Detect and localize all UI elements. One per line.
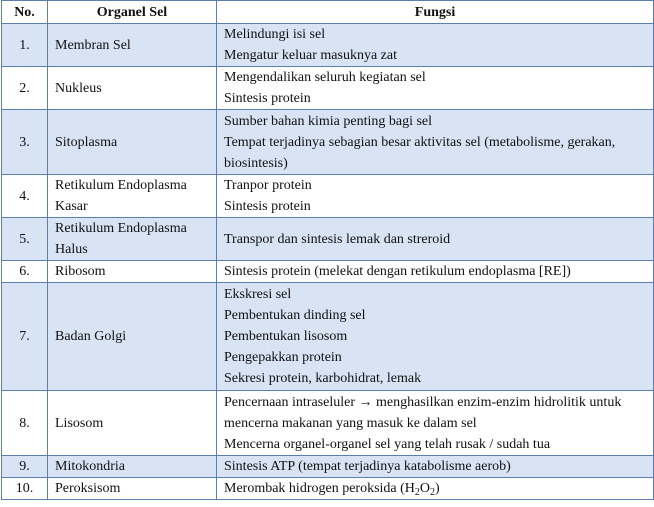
organel-name: Badan Golgi bbox=[48, 283, 217, 391]
organel-name: Retikulum Endoplasma Halus bbox=[48, 218, 217, 261]
fungsi-text: O bbox=[419, 481, 431, 496]
fungsi-line: Mencerna organel-organel sel yang telah rusak / sudah tua bbox=[224, 436, 551, 452]
subscript: 2 bbox=[430, 487, 436, 498]
fungsi-cell bbox=[217, 391, 654, 456]
fungsi-line: Pembentukan dinding sel bbox=[224, 308, 366, 323]
row-number: 6. bbox=[2, 261, 48, 283]
row-number: 2. bbox=[2, 67, 48, 110]
fungsi-cell bbox=[217, 24, 654, 67]
fungsi-line: Sintesis protein bbox=[224, 91, 311, 106]
organel-name: Membran Sel bbox=[48, 24, 217, 67]
subscript: 2 bbox=[414, 487, 420, 498]
fungsi-cell bbox=[217, 283, 654, 391]
fungsi-line: Tempat terjadinya sebagian besar aktivitas sel (metabolisme, gerakan, biosintesis) bbox=[224, 134, 616, 171]
header-row bbox=[2, 1, 654, 24]
fungsi-text: ) bbox=[435, 481, 440, 496]
table-row bbox=[2, 67, 654, 110]
organel-name: Sitoplasma bbox=[48, 110, 217, 175]
header-fungsi: Fungsi bbox=[217, 1, 654, 24]
organel-name: Retikulum Endoplasma Kasar bbox=[48, 175, 217, 218]
fungsi-line: Sintesis protein (melekat dengan retikulum endoplasma [RE]) bbox=[224, 264, 571, 279]
row-number: 9. bbox=[2, 456, 48, 478]
fungsi-line: Mengatur keluar masuknya zat bbox=[224, 48, 397, 63]
table-row bbox=[2, 283, 654, 391]
row-number: 10. bbox=[2, 478, 48, 500]
row-number: 5. bbox=[2, 218, 48, 261]
fungsi-cell bbox=[217, 261, 654, 283]
row-number: 3. bbox=[2, 110, 48, 175]
fungsi-cell bbox=[217, 67, 654, 110]
fungsi-line: Melindungi isi sel bbox=[224, 27, 326, 42]
fungsi-line: Transpor dan sintesis lemak dan streroid bbox=[224, 231, 451, 247]
fungsi-line: Sekresi protein, karbohidrat, lemak bbox=[224, 371, 422, 386]
header-organel: Organel Sel bbox=[48, 1, 217, 24]
table-row bbox=[2, 175, 654, 218]
fungsi-cell bbox=[217, 456, 654, 478]
organel-name: Peroksisom bbox=[48, 478, 217, 500]
row-number: 8. bbox=[2, 391, 48, 456]
fungsi-line: Tranpor protein bbox=[224, 178, 312, 193]
fungsi-line: Mengendalikan seluruh kegiatan sel bbox=[224, 70, 426, 85]
table-row bbox=[2, 24, 654, 67]
fungsi-line: Pengepakkan protein bbox=[224, 350, 342, 365]
header-no: No. bbox=[2, 1, 48, 24]
row-number: 4. bbox=[2, 175, 48, 218]
fungsi-line: Pembentukan lisosom bbox=[224, 329, 348, 344]
organel-name: Mitokondria bbox=[48, 456, 217, 478]
row-number: 7. bbox=[2, 283, 48, 391]
fungsi-cell bbox=[217, 478, 654, 500]
organel-name: Lisosom bbox=[48, 391, 217, 456]
table-row bbox=[2, 391, 654, 456]
table-row bbox=[2, 478, 654, 500]
table-row bbox=[2, 456, 654, 478]
fungsi-cell bbox=[217, 175, 654, 218]
fungsi-line: Ekskresi sel bbox=[224, 287, 292, 302]
fungsi-cell bbox=[217, 110, 654, 175]
table-row bbox=[2, 261, 654, 283]
fungsi-line: Sintesis protein bbox=[224, 199, 311, 214]
table-row bbox=[2, 218, 654, 261]
table-row bbox=[2, 110, 654, 175]
fungsi-line: Sintesis ATP (tempat terjadinya katabolisme aerob) bbox=[224, 459, 511, 474]
fungsi-line: Sumber bahan kimia penting bagi sel bbox=[224, 113, 433, 129]
organel-table bbox=[1, 0, 654, 500]
fungsi-line: Pencernaan intraseluler → menghasilkan enzim-enzim hidrolitik untuk mencerna makanan yang masuk ke dalam sel bbox=[224, 394, 622, 431]
row-number: 1. bbox=[2, 24, 48, 67]
fungsi-line bbox=[224, 478, 646, 499]
organel-name: Nukleus bbox=[48, 67, 217, 110]
organel-name: Ribosom bbox=[48, 261, 217, 283]
fungsi-cell bbox=[217, 218, 654, 261]
fungsi-text: Merombak hidrogen peroksida (H bbox=[224, 481, 415, 496]
